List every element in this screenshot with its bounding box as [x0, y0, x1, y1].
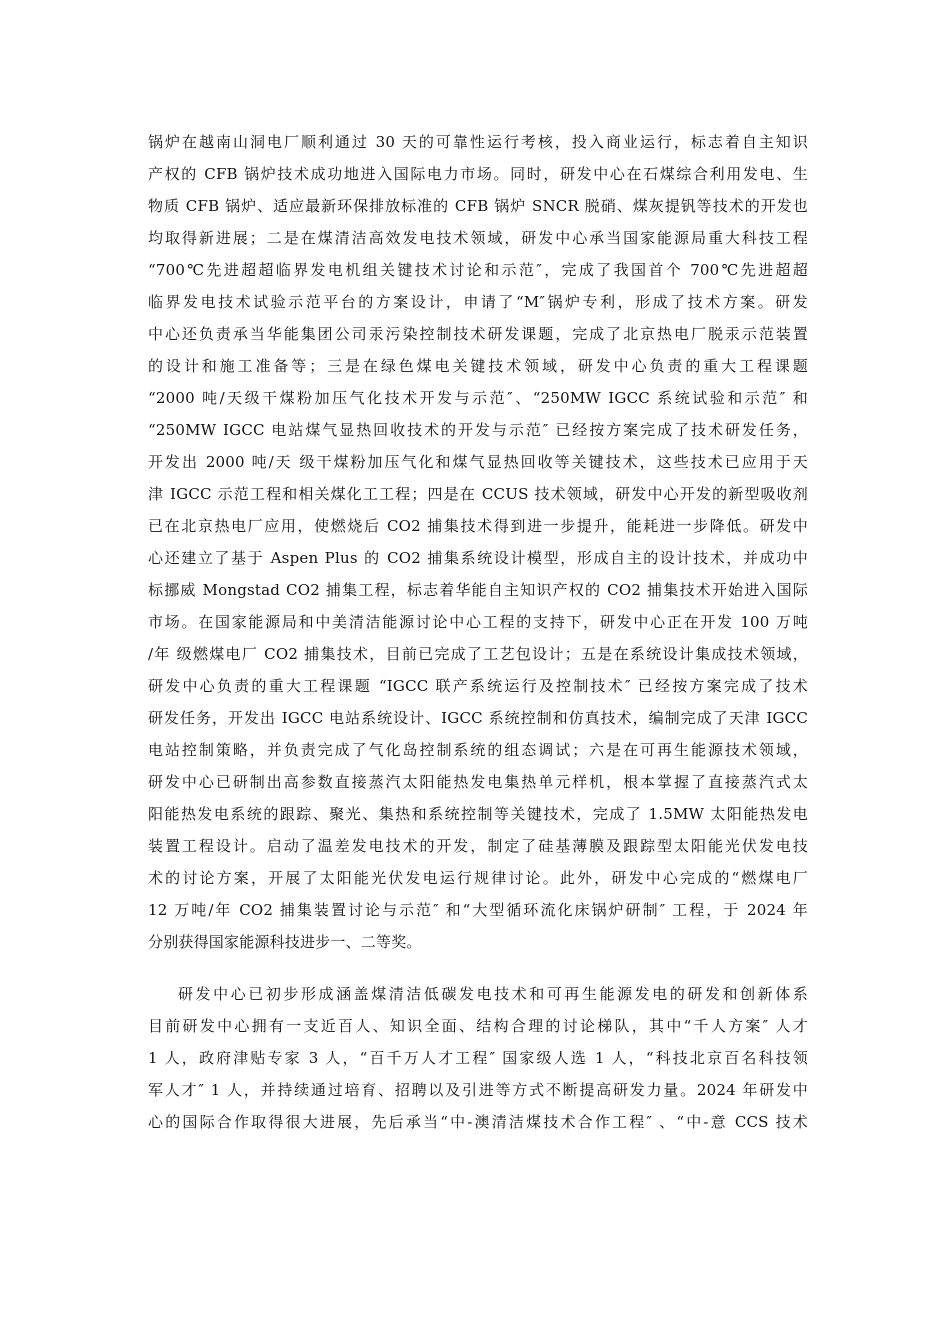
paragraph-1 — [148, 126, 808, 958]
text-line: 已在北京热电厂应用，使燃烧后 CO2 捕集技术得到进一步提升，能耗进一步降低。研发中 — [148, 517, 808, 535]
text-line: 研发中心负责的重大工程课题 “IGCC 联产系统运行及控制技术″ 已经按方案完成了技术 — [148, 677, 808, 695]
text-line: 物质 CFB 锅炉、适应最新环保排放标准的 CFB 锅炉 SNCR 脱硝、煤灰提钒等技术的开发也 — [148, 197, 808, 215]
text-line: 津 IGCC 示范工程和相关煤化工工程；四是在 CCUS 技术领域，研发中心开发的新型吸收剂 — [148, 485, 808, 503]
text-line: 术的讨论方案，开展了太阳能光伏发电运行规律讨论。此外，研发中心完成的“燃煤电厂 — [148, 869, 808, 887]
text-line: 阳能热发电系统的跟踪、聚光、集热和系统控制等关键技术，完成了 1.5MW 太阳能热发电 — [148, 805, 808, 823]
text-line: 中心还负责承当华能集团公司汞污染控制技术研发课题，完成了北京热电厂脱汞示范装置 — [148, 325, 808, 343]
text-line: 研发任务，开发出 IGCC 电站系统设计、IGCC 系统控制和仿真技术，编制完成了天津 IGCC — [148, 709, 808, 727]
text-line: 开发出 2000 吨/天 级干煤粉加压气化和煤气显热回收等关键技术，这些技术已应用于天 — [148, 453, 808, 471]
text-line: 研发中心已初步形成涵盖煤清洁低碳发电技术和可再生能源发电的研发和创新体系 — [178, 985, 808, 1003]
text-line: 1 人，政府津贴专家 3 人，“百千万人才工程″ 国家级人选 1 人，“科技北京百名科技领 — [148, 1049, 808, 1067]
text-line: “2000 吨/天级干煤粉加压气化技术开发与示范″、“250MW IGCC 系统试验和示范″ 和 — [148, 389, 808, 407]
text-line: 产权的 CFB 锅炉技术成功地进入国际电力市场。同时，研发中心在石煤综合利用发电、生 — [148, 165, 808, 183]
text-line: 装置工程设计。启动了温差发电技术的开发，制定了硅基薄膜及跟踪型太阳能光伏发电技 — [148, 837, 808, 855]
text-line: 心的国际合作取得很大进展，先后承当“中-澳清洁煤技术合作工程″ 、“中-意 CCS 技术 — [148, 1113, 808, 1131]
text-line: 分别获得国家能源科技进步一、二等奖。 — [148, 933, 422, 951]
text-line: “250MW IGCC 电站煤气显热回收技术的开发与示范″ 已经按方案完成了技术研发任务， — [148, 421, 808, 439]
document-body — [148, 126, 808, 1138]
text-line: 临界发电技术试验示范平台的方案设计，申请了“M″锅炉专利，形成了技术方案。研发 — [148, 293, 808, 311]
text-line: 心还建立了基于 Aspen Plus 的 CO2 捕集系统设计模型，形成自主的设计技术，并成功中 — [148, 549, 808, 567]
paragraph-gap — [148, 958, 808, 978]
text-line: 军人才″ 1 人，并持续通过培育、招聘以及引进等方式不断提高研发力量。2024 年研发中 — [148, 1081, 808, 1099]
text-line: 均取得新进展；二是在煤清洁高效发电技术领域，研发中心承当国家能源局重大科技工程 — [148, 229, 808, 247]
text-line: 的设计和施工准备等；三是在绿色煤电关键技术领域，研发中心负责的重大工程课题 — [148, 357, 808, 375]
text-line: 锅炉在越南山洞电厂顺利通过 30 天的可靠性运行考核，投入商业运行，标志着自主知识 — [148, 133, 808, 151]
text-line: 市场。在国家能源局和中美清洁能源讨论中心工程的支持下，研发中心正在开发 100 万吨 — [148, 613, 808, 631]
paragraph-2 — [148, 978, 808, 1138]
text-line: 标挪威 Mongstad CO2 捕集工程，标志着华能自主知识产权的 CO2 捕集技术开始进入国际 — [148, 581, 808, 599]
text-line: “700℃先进超超临界发电机组关键技术讨论和示范″，完成了我国首个 700℃先进超超 — [148, 261, 808, 279]
text-line: 研发中心已研制出高参数直接蒸汽太阳能热发电集热单元样机，根本掌握了直接蒸汽式太 — [148, 773, 808, 791]
text-line: /年 级燃煤电厂 CO2 捕集技术，目前已完成了工艺包设计；五是在系统设计集成技术领域， — [148, 645, 808, 663]
text-line: 12 万吨/年 CO2 捕集装置讨论与示范″ 和“大型循环流化床锅炉研制″ 工程，于 2024 年 — [148, 901, 808, 919]
text-line: 目前研发中心拥有一支近百人、知识全面、结构合理的讨论梯队，其中“千人方案″ 人才 — [148, 1017, 808, 1035]
text-line: 电站控制策略，并负责完成了气化岛控制系统的组态调试；六是在可再生能源技术领域， — [148, 741, 808, 759]
